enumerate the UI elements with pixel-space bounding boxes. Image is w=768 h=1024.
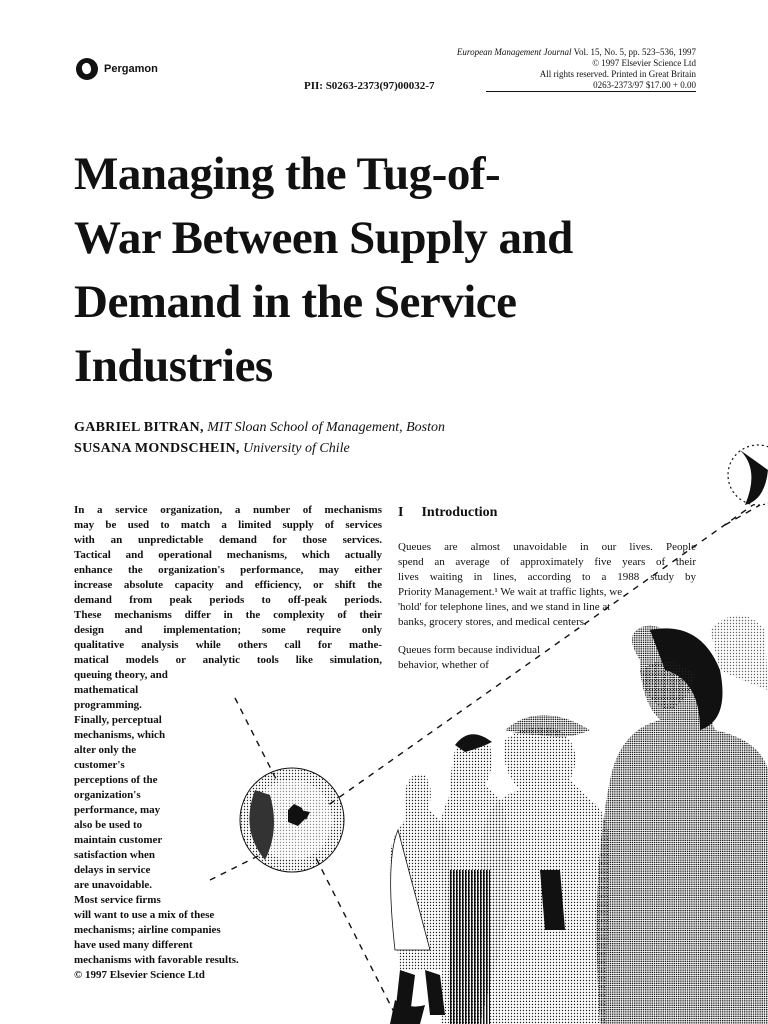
abstract-line: will want to use a mix of these (74, 909, 215, 921)
abstract-line: mechanisms, which (74, 729, 166, 741)
journal-name: European Management Journal (456, 47, 572, 57)
body-line: 'hold' for telephone lines, and we stand in line at (398, 601, 611, 613)
abstract-line: may be used to match a limited supply of services (74, 519, 382, 531)
publisher-block (76, 58, 158, 80)
abstract-line: with an unpredictable demand for those services. (74, 534, 382, 546)
abstract-line: qualitative analysis while others call for mathe- (74, 639, 382, 651)
intro-paragraph-1 (398, 540, 696, 630)
globe-right-icon (728, 445, 768, 505)
intro-paragraph-2 (398, 643, 618, 673)
author-affiliation: University of Chile (243, 441, 350, 456)
abstract-line: customer's (74, 759, 125, 771)
abstract-line: perceptions of the (74, 774, 158, 786)
journal-citation (457, 47, 696, 58)
author-name: SUSANA MONDSCHEIN, (74, 441, 240, 456)
pii-identifier: PII: S0263-2373(97)00032-7 (304, 80, 435, 92)
body-line: spend an average of approximately five years of their (398, 556, 696, 568)
abstract-line: have used many different (74, 939, 193, 951)
title-line: Industries (74, 340, 273, 392)
abstract-line: These mechanisms differ in the complexity of their (74, 609, 382, 621)
abstract-line: Tactical and operational mechanisms, which actually (74, 549, 382, 561)
abstract-line: mechanisms; airline companies (74, 924, 221, 936)
abstract-line: also be used to (74, 819, 143, 831)
body-line: banks, grocery stores, and medical centers. (398, 616, 587, 628)
article-title (74, 142, 714, 398)
body-line: Queues form because individual (398, 644, 541, 656)
abstract-line: mathematical (74, 684, 139, 696)
abstract (74, 503, 382, 983)
body-line: lives waiting in lines, according to a 1988 study by (398, 571, 696, 583)
abstract-line: design and implementation; some require only (74, 624, 382, 636)
author-affiliation: MIT Sloan School of Management, Boston (207, 420, 445, 435)
abstract-line: programming. (74, 699, 142, 711)
abstract-line: delays in service (74, 864, 151, 876)
title-line: Demand in the Service (74, 276, 517, 328)
title-line: Managing the Tug-of- (74, 148, 501, 200)
abstract-line: mechanisms with favorable results. (74, 954, 239, 966)
abstract-line: organization's (74, 789, 141, 801)
journal-details: Vol. 15, No. 5, pp. 523–536, 1997 (573, 47, 696, 57)
abstract-line: satisfaction when (74, 849, 155, 861)
body-line: behavior, whether of (398, 659, 489, 671)
title-line: War Between Supply and (74, 212, 573, 264)
body-line: Queues are almost unavoidable in our lives. People (398, 541, 696, 553)
body-line: Priority Management.¹ We wait at traffic lights, we (398, 586, 623, 598)
rights-line: All rights reserved. Printed in Great Britain (539, 69, 696, 79)
abstract-line: matical models or analytic tools like simulation, (74, 654, 382, 666)
section-number: I (398, 505, 404, 520)
section-heading (398, 505, 497, 521)
abstract-line: demand from peak periods to off-peak periods. (74, 594, 382, 606)
author-entry (74, 438, 445, 459)
journal-info (457, 47, 696, 92)
queue-people (389, 615, 768, 1024)
abstract-line: increase absolute capacity and efficiency, or shift the (74, 579, 382, 591)
author-list (74, 417, 445, 459)
pergamon-logo-icon (76, 58, 98, 80)
abstract-line: maintain customer (74, 834, 163, 846)
abstract-line: Most service firms (74, 894, 161, 906)
abstract-line: enhance the organization's performance, may either (74, 564, 382, 576)
abstract-copyright: © 1997 Elsevier Science Ltd (74, 969, 205, 981)
price-code: 0263-2373/97 $17.00 + 0.00 (486, 80, 696, 92)
abstract-line: In a service organization, a number of mechanisms (74, 504, 382, 516)
abstract-line: Finally, perceptual (74, 714, 162, 726)
copyright-line: © 1997 Elsevier Science Ltd (592, 58, 696, 68)
abstract-line: performance, may (74, 804, 161, 816)
abstract-line: are unavoidable. (74, 879, 153, 891)
author-entry (74, 417, 445, 438)
abstract-line: queuing theory, and (74, 669, 168, 681)
author-name: GABRIEL BITRAN, (74, 420, 204, 435)
abstract-line: alter only the (74, 744, 137, 756)
publisher-name: Pergamon (104, 63, 158, 75)
section-title: Introduction (421, 505, 498, 520)
